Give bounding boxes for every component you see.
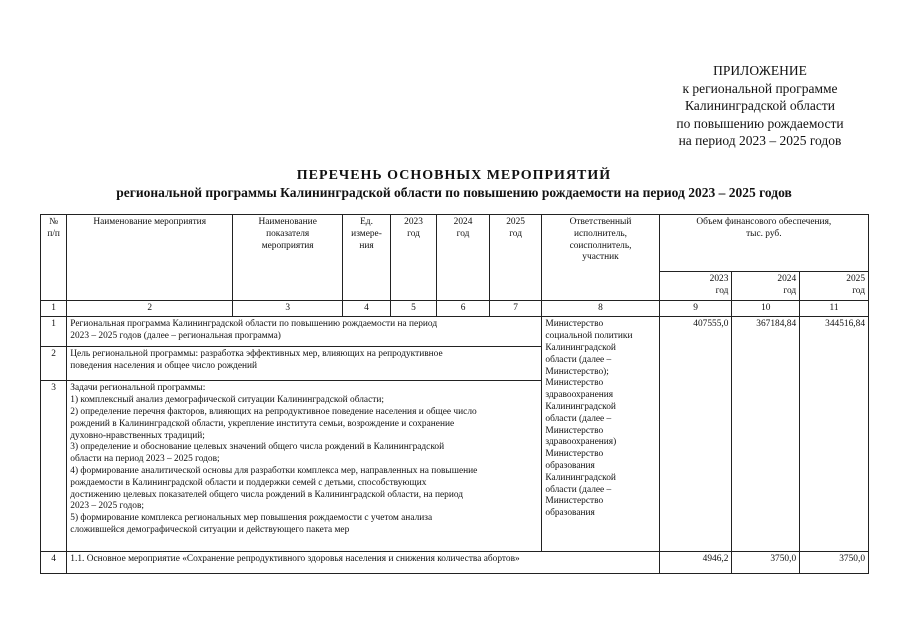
row-number: 1	[41, 317, 67, 347]
column-number: 2	[67, 300, 233, 317]
document-subtitle: региональной программы Калининградской области по повышению рождаемости на период 2023 – 2025 годов	[116, 185, 792, 200]
measures-table	[40, 214, 869, 574]
header-finance: Объем финансового обеспечения, тыс. руб.	[659, 215, 868, 272]
program-finance-2025: 344516,84	[800, 317, 869, 552]
program-goal-cell: Цель региональной программы: разработка эффективных мер, влияющих на репродуктивное поведения населения и общее число рождений	[67, 347, 542, 381]
program-finance-2024: 367184,84	[732, 317, 800, 552]
column-number: 7	[489, 300, 542, 317]
header-year-2023: 2023 год	[390, 215, 437, 301]
column-number: 10	[732, 300, 800, 317]
header-responsible: Ответственный исполнитель, соисполнитель, участник	[542, 215, 659, 301]
column-number: 11	[800, 300, 869, 317]
header-indicator: Наименование показателя мероприятия	[233, 215, 343, 301]
row-number: 3	[41, 381, 67, 552]
main-activity-cell: 1.1. Основное мероприятие «Сохранение репродуктивного здоровья населения и снижения количества абортов»	[67, 552, 659, 574]
activity-finance-2023: 4946,2	[659, 552, 732, 574]
appendix-line: Калининградской области	[684, 98, 836, 113]
column-number: 6	[437, 300, 490, 317]
column-number: 3	[233, 300, 343, 317]
header-num: № п/п	[41, 215, 67, 301]
appendix-line: по повышению рождаемости	[676, 115, 844, 131]
column-number: 8	[542, 300, 659, 317]
program-finance-2023: 407555,0	[659, 317, 732, 552]
appendix-heading: ПРИЛОЖЕНИЕ	[713, 63, 807, 78]
activity-finance-2024: 3750,0	[732, 552, 800, 574]
row-number: 2	[41, 347, 67, 381]
activity-finance-2025: 3750,0	[800, 552, 869, 574]
program-tasks-cell: Задачи региональной программы: 1) комплексный анализ демографической ситуации Калининградской области; 2) определение перечня факторов, влияющих на репродуктивное поведение населения и общее число рождений в Калининградской области, укрепление института семьи, возрождение и сохранение духовно-нравственных традиций; 3) определение и обоснование целевых значений общего числа рождений в Калининградской области на период 2023 – 2025 годов; 4) формирование аналитической основы для разработки комплекса мер, направленных на повышение рождаемости в Калининградской области и поддержки семей с детьми, способствующих достижению целевых показателей общего числа рождений в Калининградской области, на период 2023 – 2025 годов; 5) формирование комплекса региональных мер повышения рождаемости с учетом анализа сложившейся демографической ситуации и действующего пакета мер	[67, 381, 542, 552]
appendix-line: к региональной программе	[682, 80, 838, 96]
program-name-cell: Региональная программа Калининградской области по повышению рождаемости на период 2023 – 2025 годов (далее – региональная программа)	[67, 317, 542, 347]
responsible-executor-cell: Министерство социальной политики Калининградской области (далее – Министерство); Министерство здравоохранения Калининградской области (далее – Министерство здравоохранения) Министерство образования Калининградской области (далее – Министерство образования	[542, 317, 659, 552]
column-number: 4	[343, 300, 391, 317]
header-finance-2025: 2025 год	[800, 272, 869, 301]
header-finance-2023: 2023 год	[659, 272, 732, 301]
column-number: 1	[41, 300, 67, 317]
column-number: 5	[390, 300, 437, 317]
column-number: 9	[659, 300, 732, 317]
header-year-2024: 2024 год	[437, 215, 490, 301]
header-finance-2024: 2024 год	[732, 272, 800, 301]
appendix-block	[650, 62, 870, 150]
header-year-2025: 2025 год	[489, 215, 542, 301]
header-name: Наименование мероприятия	[67, 215, 233, 301]
document-title: ПЕРЕЧЕНЬ ОСНОВНЫХ МЕРОПРИЯТИЙ	[296, 168, 612, 183]
header-unit: Ед. измере- ния	[343, 215, 391, 301]
appendix-line: на период 2023 – 2025 годов	[678, 133, 842, 148]
row-number: 4	[41, 552, 67, 574]
